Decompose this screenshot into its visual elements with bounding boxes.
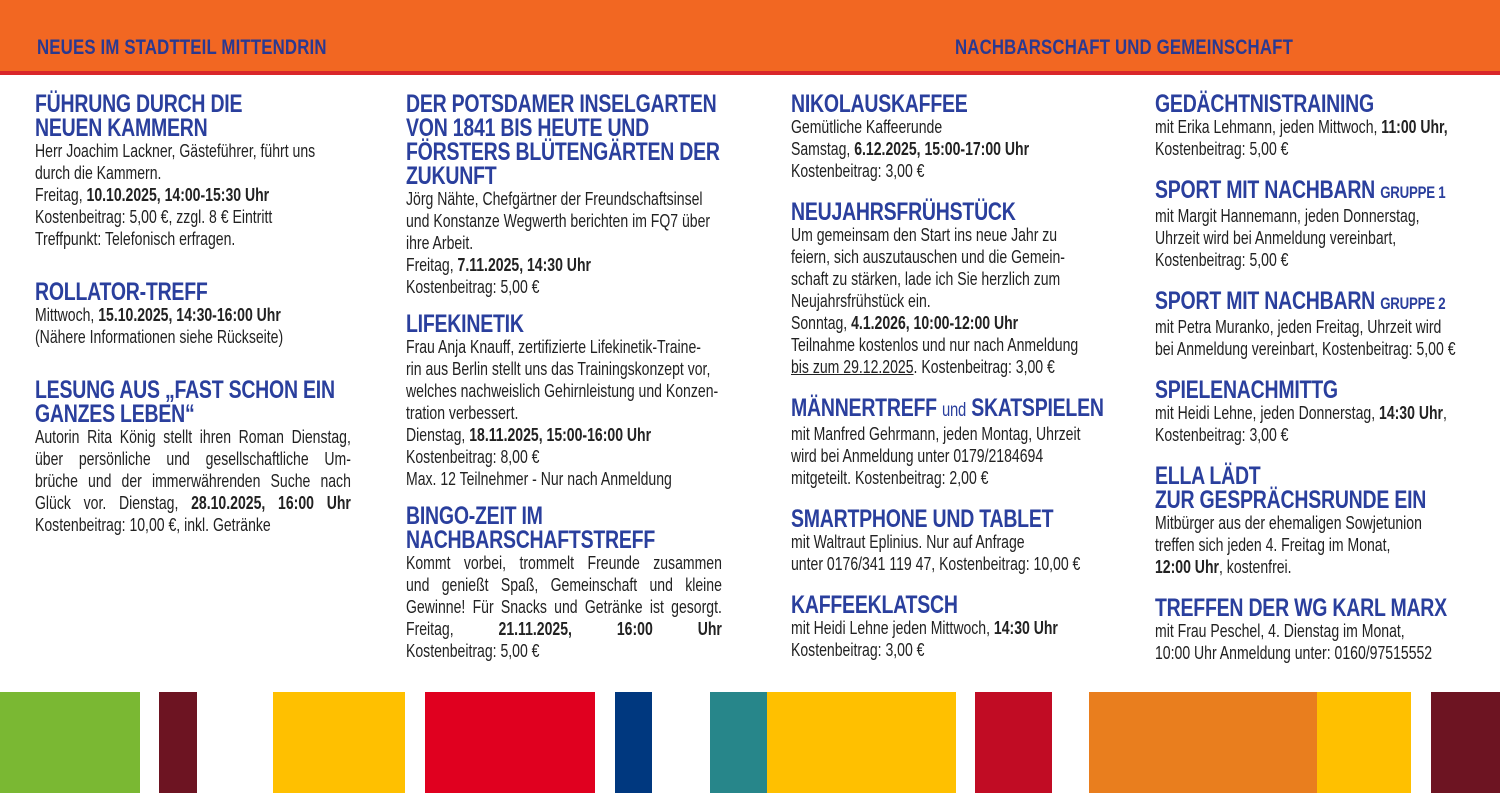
text: Freitag, xyxy=(406,255,458,275)
event-entry xyxy=(406,312,734,490)
text: Um gemeinsam den Start ins neue Jahr zu xyxy=(791,225,1058,245)
event-entry xyxy=(406,92,734,298)
event-text-line xyxy=(791,531,1119,553)
text: NEUJAHRSFRÜHSTÜCK xyxy=(791,198,1016,226)
text: Kostenbeitrag: 3,00 € xyxy=(791,161,925,181)
text: NEUEN KAMMERN xyxy=(35,114,208,142)
event-entry xyxy=(35,378,363,536)
text: und genießt Spaß, Gemeinschaft und kleine xyxy=(406,575,722,595)
event-text-line xyxy=(35,206,363,228)
text: Mittwoch, xyxy=(35,305,99,325)
event-entry xyxy=(791,200,1119,378)
event-title xyxy=(406,312,734,336)
event-text-line xyxy=(406,424,734,446)
event-text-line xyxy=(406,358,734,380)
event-text-line xyxy=(406,210,734,232)
event-text-line xyxy=(1155,512,1483,534)
text: DER POTSDAMER INSELGARTEN xyxy=(406,90,717,118)
event-entry xyxy=(791,92,1119,182)
column-1 xyxy=(35,92,363,566)
event-title xyxy=(791,396,1119,423)
event-title xyxy=(1155,464,1483,488)
event-text-line xyxy=(791,423,1119,445)
event-text-line xyxy=(406,254,734,276)
column-2 xyxy=(406,92,734,676)
event-text-line xyxy=(406,380,734,402)
text: mit Frau Peschel, 4. Dienstag im Monat, xyxy=(1155,621,1405,641)
text: tration verbessert. xyxy=(406,403,519,423)
text: GEDÄCHTNISTRAINING xyxy=(1155,90,1374,118)
stripe xyxy=(1089,692,1317,793)
event-text-line xyxy=(406,232,734,254)
text: . Kostenbeitrag: 3,00 € xyxy=(913,357,1055,377)
text: , xyxy=(1443,403,1447,423)
stripe xyxy=(1431,692,1500,793)
text: VON 1841 BIS HEUTE UND xyxy=(406,114,650,142)
text: unter 0176/341 119 47, Kostenbeitrag: 10,00 € xyxy=(791,554,1081,574)
text: Jörg Nähte, Chefgärtner der Freundschaftsinsel xyxy=(406,189,703,209)
event-text-line xyxy=(406,596,722,618)
text: Treffpunkt: Telefonisch erfragen. xyxy=(35,229,236,249)
event-title xyxy=(1155,596,1483,620)
event-title xyxy=(1155,178,1483,205)
title-suffix: GRUPPE 2 xyxy=(1380,294,1446,313)
event-description xyxy=(791,617,1119,661)
event-title xyxy=(35,92,363,116)
event-description xyxy=(791,423,1119,489)
event-text-line xyxy=(406,574,722,596)
event-title xyxy=(406,504,734,528)
event-description xyxy=(791,531,1119,575)
bold-text: 12:00 Uhr xyxy=(1155,557,1219,577)
event-text-line xyxy=(791,312,1119,334)
text: mitgeteilt. Kostenbeitrag: 2,00 € xyxy=(791,468,989,488)
event-description xyxy=(35,426,363,536)
text: , kostenfrei. xyxy=(1218,557,1292,577)
event-description xyxy=(406,336,734,424)
text: SPORT MIT NACHBARN xyxy=(1155,176,1381,204)
event-title xyxy=(406,92,734,116)
text: Uhrzeit wird bei Anmeldung vereinbart, xyxy=(1155,228,1397,248)
event-description xyxy=(1155,205,1483,271)
event-text-line xyxy=(791,224,1119,246)
text: KAFFEEKLATSCH xyxy=(791,591,958,619)
text: mit Erika Lehmann, jeden Mittwoch, xyxy=(1155,117,1382,137)
stripe xyxy=(1317,692,1411,793)
text: Gemütliche Kaffeerunde xyxy=(791,117,943,137)
bold-text: 11:00 Uhr, xyxy=(1381,117,1448,137)
text: schaft zu stärken, lade ich Sie herzlich zum xyxy=(791,269,1061,289)
bold-text: 10.10.2025, 14:00-15:30 Uhr xyxy=(86,185,270,205)
bold-text: 4.1.2026, 10:00-12:00 Uhr xyxy=(851,313,1019,333)
underlined-text: bis zum 29.12.2025 xyxy=(791,357,914,377)
event-text-line xyxy=(1155,620,1483,642)
text: Kommt vorbei, trommelt Freunde zusammen xyxy=(406,553,722,573)
event-title xyxy=(406,164,734,188)
event-text-line xyxy=(1155,424,1483,446)
text: feiern, sich auszutauschen und die Gemein- xyxy=(791,247,1065,267)
event-entry xyxy=(1155,92,1483,160)
event-text-line xyxy=(35,326,363,348)
column-4 xyxy=(1155,92,1483,682)
event-title xyxy=(406,528,734,552)
event-text-line xyxy=(35,162,363,184)
text: Freitag, xyxy=(35,185,87,205)
bold-text: 14:30 Uhr xyxy=(1379,403,1444,423)
event-description xyxy=(1155,316,1483,360)
text: FÖRSTERS BLÜTENGÄRTEN DER xyxy=(406,138,720,166)
event-entry xyxy=(1155,178,1483,271)
stripe xyxy=(615,692,652,793)
bold-text: 28.10.2025, 16:00 Uhr xyxy=(191,493,351,513)
event-text-line xyxy=(1155,249,1483,271)
text: Frau Anja Knauff, zertifizierte Lifekinetik-Traine- xyxy=(406,337,701,357)
text: Kostenbeitrag: 5,00 € xyxy=(1155,250,1289,270)
bold-text: 18.11.2025, 15:00-16:00 Uhr xyxy=(469,425,652,445)
event-text-line xyxy=(791,617,1119,639)
event-text-line xyxy=(791,116,1119,138)
event-details xyxy=(406,424,734,490)
event-text-line xyxy=(406,618,722,640)
title-suffix: GRUPPE 1 xyxy=(1380,183,1446,202)
event-text-line xyxy=(406,640,722,662)
event-text-line xyxy=(1155,402,1483,424)
event-text-line xyxy=(1155,338,1483,360)
text: FÜHRUNG DURCH DIE xyxy=(35,90,243,118)
event-title xyxy=(1155,378,1483,402)
event-text-line xyxy=(35,514,351,536)
event-description xyxy=(791,116,1119,182)
text: Kostenbeitrag: 3,00 € xyxy=(791,640,925,660)
event-title xyxy=(35,280,363,304)
event-text-line xyxy=(791,268,1119,290)
text: Kostenbeitrag: 5,00 € xyxy=(406,641,540,661)
text: ZUKUNFT xyxy=(406,162,497,190)
text: bei Anmeldung vereinbart, Kostenbeitrag: 5,00 € xyxy=(1155,339,1456,359)
title-connector: und xyxy=(942,400,967,421)
event-text-line xyxy=(791,553,1119,575)
column-3 xyxy=(791,92,1119,679)
event-description xyxy=(791,224,1119,378)
text: welches nachweislich Gehirnleistung und Konzen- xyxy=(406,381,719,401)
event-text-line xyxy=(791,246,1119,268)
event-text-line xyxy=(791,639,1119,661)
event-title xyxy=(791,92,1119,116)
text: SMARTPHONE UND TABLET xyxy=(791,505,1054,533)
stripe xyxy=(975,692,1052,793)
bold-text: 15.10.2025, 14:30-16:00 Uhr xyxy=(98,305,281,325)
event-entry xyxy=(1155,378,1483,446)
event-text-line xyxy=(35,304,363,326)
event-entry xyxy=(406,504,734,662)
event-text-line xyxy=(1155,205,1483,227)
text: Kostenbeitrag: 5,00 € xyxy=(406,277,540,297)
text: SPIELENACHMITTG xyxy=(1155,376,1338,404)
text: mit Heidi Lehne, jeden Donnerstag, xyxy=(1155,403,1380,423)
event-text-line xyxy=(1155,116,1483,138)
event-entry xyxy=(1155,464,1483,578)
text: TREFFEN DER WG KARL MARX xyxy=(1155,594,1447,622)
text: Kostenbeitrag: 8,00 € xyxy=(406,447,540,467)
event-text-line xyxy=(1155,556,1483,578)
event-text-line xyxy=(406,188,734,210)
stripe xyxy=(273,692,405,793)
stripe xyxy=(767,692,956,793)
stripe xyxy=(425,692,595,793)
text: Mitbürger aus der ehemaligen Sowjetunion xyxy=(1155,513,1422,533)
event-text-line xyxy=(791,160,1119,182)
text: Samstag, xyxy=(791,139,855,159)
event-title xyxy=(35,116,363,140)
header-banner xyxy=(0,0,1500,75)
text: und Konstanze Wegwerth berichten im FQ7 über xyxy=(406,211,711,231)
event-description xyxy=(406,552,734,662)
text: Sonntag, xyxy=(791,313,852,333)
stripe xyxy=(710,692,767,793)
text: Gewinne! Für Snacks und Getränke ist gesorgt. xyxy=(406,597,722,617)
event-text-line xyxy=(791,334,1119,356)
event-text-line xyxy=(791,138,1119,160)
text: NIKOLAUSKAFFEE xyxy=(791,90,968,118)
event-text-line xyxy=(406,446,734,468)
event-description xyxy=(406,188,734,298)
event-description xyxy=(35,140,363,250)
text: MÄNNERTREFF xyxy=(791,394,943,422)
bold-text: 7.11.2025, 14:30 Uhr xyxy=(457,255,591,275)
text: LESUNG AUS „FAST SCHON EIN xyxy=(35,376,335,404)
event-text-line xyxy=(1155,534,1483,556)
section-title-left: NEUES IM STADTTEIL MITTENDRIN xyxy=(37,36,327,59)
text: mit Manfred Gehrmann, jeden Montag, Uhrzeit xyxy=(791,424,1081,444)
text: Kostenbeitrag: 10,00 €, inkl. Getränke xyxy=(35,515,271,535)
stripe xyxy=(159,692,197,793)
event-text-line xyxy=(791,290,1119,312)
event-title xyxy=(791,507,1119,531)
text: treffen sich jeden 4. Freitag im Monat, xyxy=(1155,535,1391,555)
text: BINGO-ZEIT IM xyxy=(406,502,543,530)
text: Kostenbeitrag: 5,00 € xyxy=(1155,139,1289,159)
text: GANZES LEBEN“ xyxy=(35,400,195,428)
text: rin aus Berlin stellt uns das Trainingskonzept vor, xyxy=(406,359,711,379)
text: ELLA LÄDT xyxy=(1155,462,1261,490)
text: SPORT MIT NACHBARN xyxy=(1155,287,1381,315)
text: NACHBARSCHAFTSTREFF xyxy=(406,526,656,554)
bold-text: 21.11.2025, 16:00 Uhr xyxy=(498,619,722,639)
event-title xyxy=(406,140,734,164)
text: Autorin Rita König stellt ihren Roman Dienstag, xyxy=(35,427,351,447)
text: Neujahrsfrühstück ein. xyxy=(791,291,931,311)
text: Teilnahme kostenlos und nur nach Anmeldung xyxy=(791,335,1079,355)
event-title xyxy=(1155,488,1483,512)
event-text-line xyxy=(406,402,734,424)
event-text-line xyxy=(406,336,734,358)
event-description xyxy=(1155,402,1483,446)
text: ROLLATOR-TREFF xyxy=(35,278,208,306)
text: mit Waltraut Eplinius. Nur auf Anfrage xyxy=(791,532,1025,552)
text: Max. 12 Teilnehmer - Nur nach Anmeldung xyxy=(406,469,672,489)
section-title-right: NACHBARSCHAFT UND GEMEINSCHAFT xyxy=(955,36,1293,59)
text: SKATSPIELEN xyxy=(966,394,1104,422)
event-text-line xyxy=(1155,316,1483,338)
text: ZUR GESPRÄCHSRUNDE EIN xyxy=(1155,486,1427,514)
event-text-line xyxy=(406,276,734,298)
event-entry xyxy=(35,280,363,348)
event-text-line xyxy=(1155,642,1483,664)
event-text-line xyxy=(35,184,363,206)
event-text-line xyxy=(1155,227,1483,249)
event-title xyxy=(1155,289,1483,316)
text: Herr Joachim Lackner, Gästeführer, führt uns xyxy=(35,141,316,161)
event-title xyxy=(406,116,734,140)
text: Kostenbeitrag: 5,00 €, zzgl. 8 € Eintritt xyxy=(35,207,273,227)
event-text-line xyxy=(791,467,1119,489)
event-text-line xyxy=(35,492,351,514)
text: Kostenbeitrag: 3,00 € xyxy=(1155,425,1289,445)
event-entry xyxy=(1155,596,1483,664)
text: mit Margit Hannemann, jeden Donnerstag, xyxy=(1155,206,1420,226)
event-entry xyxy=(791,507,1119,575)
text: über persönliche und gesellschaftliche Um- xyxy=(35,449,351,469)
event-text-line xyxy=(406,468,734,490)
event-title xyxy=(35,402,363,426)
text: brüche und der immerwährenden Suche nach xyxy=(35,471,351,491)
text: LIFEKINETIK xyxy=(406,310,524,338)
event-description xyxy=(1155,512,1483,578)
event-text-line xyxy=(791,356,1119,378)
event-entry xyxy=(35,92,363,250)
text: ihre Arbeit. xyxy=(406,233,474,253)
event-text-line xyxy=(35,140,363,162)
event-text-line xyxy=(791,445,1119,467)
text: 10:00 Uhr Anmeldung unter: 0160/97515552 xyxy=(1155,643,1433,663)
event-description xyxy=(1155,620,1483,664)
text: Glück vor. Dienstag, xyxy=(35,493,192,513)
bold-text: 14:30 Uhr xyxy=(993,618,1058,638)
event-text-line xyxy=(35,426,351,448)
text: mit Heidi Lehne jeden Mittwoch, xyxy=(791,618,994,638)
event-entry xyxy=(1155,289,1483,360)
event-text-line xyxy=(35,228,363,250)
event-text-line xyxy=(35,448,351,470)
event-title xyxy=(791,593,1119,617)
text: mit Petra Muranko, jeden Freitag, Uhrzeit wird xyxy=(1155,317,1442,337)
stripe xyxy=(0,692,140,793)
event-title xyxy=(791,200,1119,224)
event-entry xyxy=(791,593,1119,661)
event-text-line xyxy=(406,552,722,574)
event-title xyxy=(1155,92,1483,116)
text: (Nähere Informationen siehe Rückseite) xyxy=(35,327,284,347)
event-text-line xyxy=(1155,138,1483,160)
event-description xyxy=(1155,116,1483,160)
event-title xyxy=(35,378,363,402)
bold-text: 6.12.2025, 15:00-17:00 Uhr xyxy=(854,139,1030,159)
text: durch die Kammern. xyxy=(35,163,162,183)
event-entry xyxy=(791,396,1119,489)
event-description xyxy=(35,304,363,348)
event-text-line xyxy=(35,470,351,492)
text: Dienstag, xyxy=(406,425,470,445)
text: wird bei Anmeldung unter 0179/2184694 xyxy=(791,446,1044,466)
text: Freitag, xyxy=(406,619,499,639)
